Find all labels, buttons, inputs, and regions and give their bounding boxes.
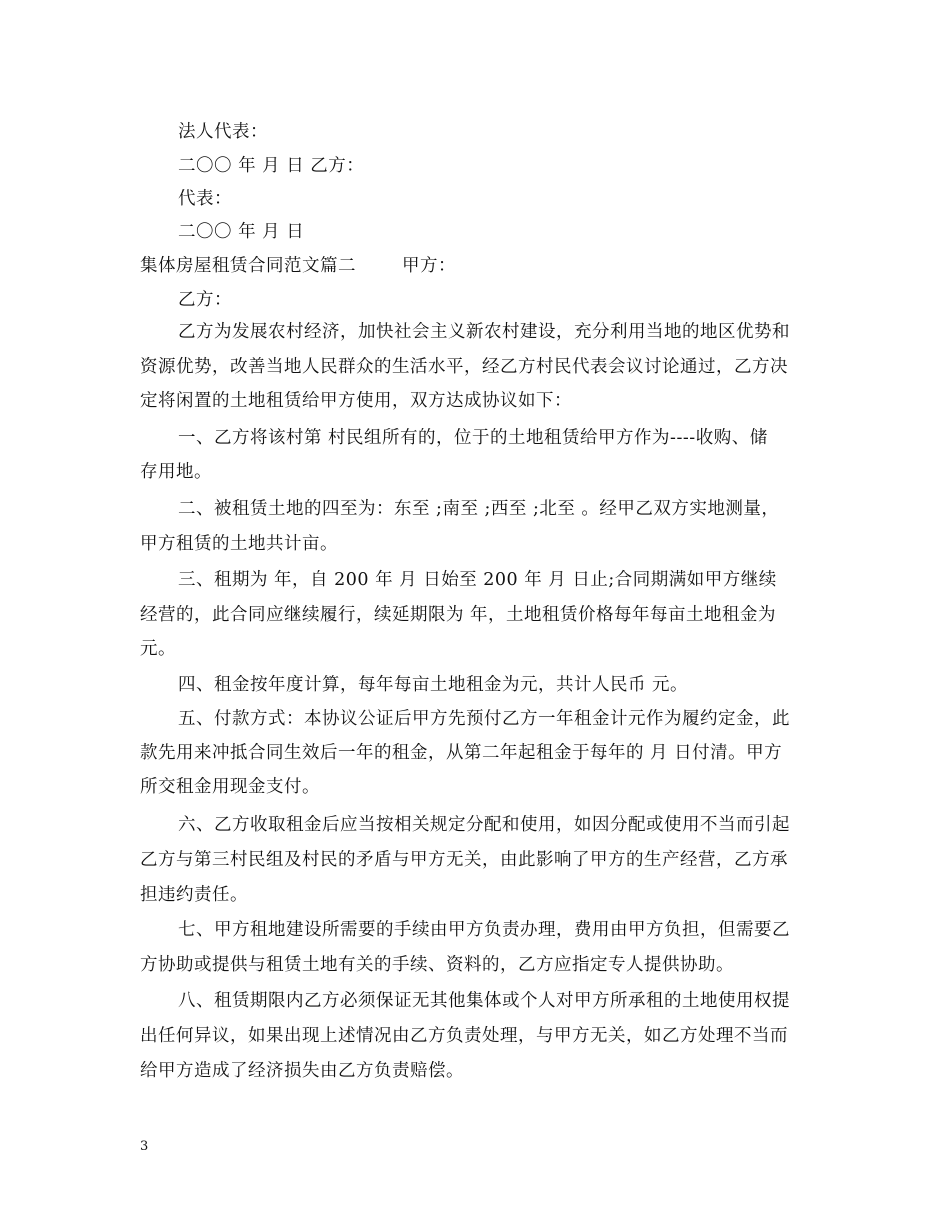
date-line: 二〇〇 年 月 日	[178, 222, 305, 242]
clause-2-line: 甲方租赁的土地共计亩。	[140, 534, 338, 554]
date-party-b-line: 二〇〇 年 月 日 乙方：	[178, 156, 365, 176]
paragraph-line: 乙方为发展农村经济，加快社会主义新农村建设，充分利用当地的地区优势和	[178, 322, 790, 342]
clause-3-line: 三、租期为 年，自 200 年 月 日始至 200 年 月 日止;合同期满如甲方继续	[178, 570, 777, 590]
clause-3-line: 经营的，此合同应继续履行，续延期限为 年，土地租赁价格每年每亩土地租金为	[140, 605, 777, 625]
clause-1-line: 存用地。	[140, 462, 212, 482]
clause-8-line: 八、租赁期限内乙方必须保证无其他集体或个人对甲方所承租的土地使用权提	[178, 991, 790, 1011]
clause-8-line: 出任何异议，如果出现上述情况由乙方负责处理，与甲方无关，如乙方处理不当而	[140, 1026, 788, 1046]
clause-5-line: 所交租金用现金支付。	[140, 777, 320, 797]
party-b-label: 乙方：	[178, 290, 232, 310]
clause-6-line: 乙方与第三村民组及村民的矛盾与甲方无关，由此影响了甲方的生产经营，乙方承	[140, 850, 788, 870]
legal-representative-line: 法人代表：	[178, 122, 268, 142]
clause-8-line: 给甲方造成了经济损失由乙方负责赔偿。	[140, 1061, 464, 1081]
clause-5-line: 五、付款方式：本协议公证后甲方先预付乙方一年租金计元作为履约定金，此	[178, 709, 790, 729]
clause-7-line: 方协助或提供与租赁土地有关的手续、资料的，乙方应指定专人提供协助。	[140, 955, 734, 975]
party-a-label: 甲方：	[402, 256, 456, 276]
clause-6-line: 担违约责任。	[140, 885, 248, 905]
clause-7-line: 七、甲方租地建设所需要的手续由甲方负责办理，费用由甲方负担，但需要乙	[178, 920, 790, 940]
clause-6-line: 六、乙方收取租金后应当按相关规定分配和使用，如因分配或使用不当而引起	[178, 815, 790, 835]
page-number: 3	[140, 1139, 149, 1154]
clause-4-line: 四、租金按年度计算，每年每亩土地租金为元，共计人民币 元。	[178, 675, 689, 695]
clause-3-line: 元。	[140, 639, 176, 659]
section-title-line	[140, 258, 830, 276]
paragraph-line: 资源优势，改善当地人民群众的生活水平，经乙方村民代表会议讨论通过，乙方决	[140, 357, 788, 377]
clause-1-line: 一、乙方将该村第 村民组所有的，位于的土地租赁给甲方作为----收购、储	[178, 428, 768, 448]
representative-line: 代表：	[178, 189, 232, 209]
clause-5-line: 款先用来冲抵合同生效后一年的租金，从第二年起租金于每年的 月 日付清。甲方	[140, 743, 783, 763]
section-title: 集体房屋租赁合同范文篇二	[140, 256, 356, 276]
clause-2-line: 二、被租赁土地的四至为：东至 ;南至 ;西至 ;北至 。经甲乙双方实地测量，	[178, 499, 780, 519]
paragraph-line: 定将闲置的土地租赁给甲方使用，双方达成协议如下：	[140, 391, 572, 411]
